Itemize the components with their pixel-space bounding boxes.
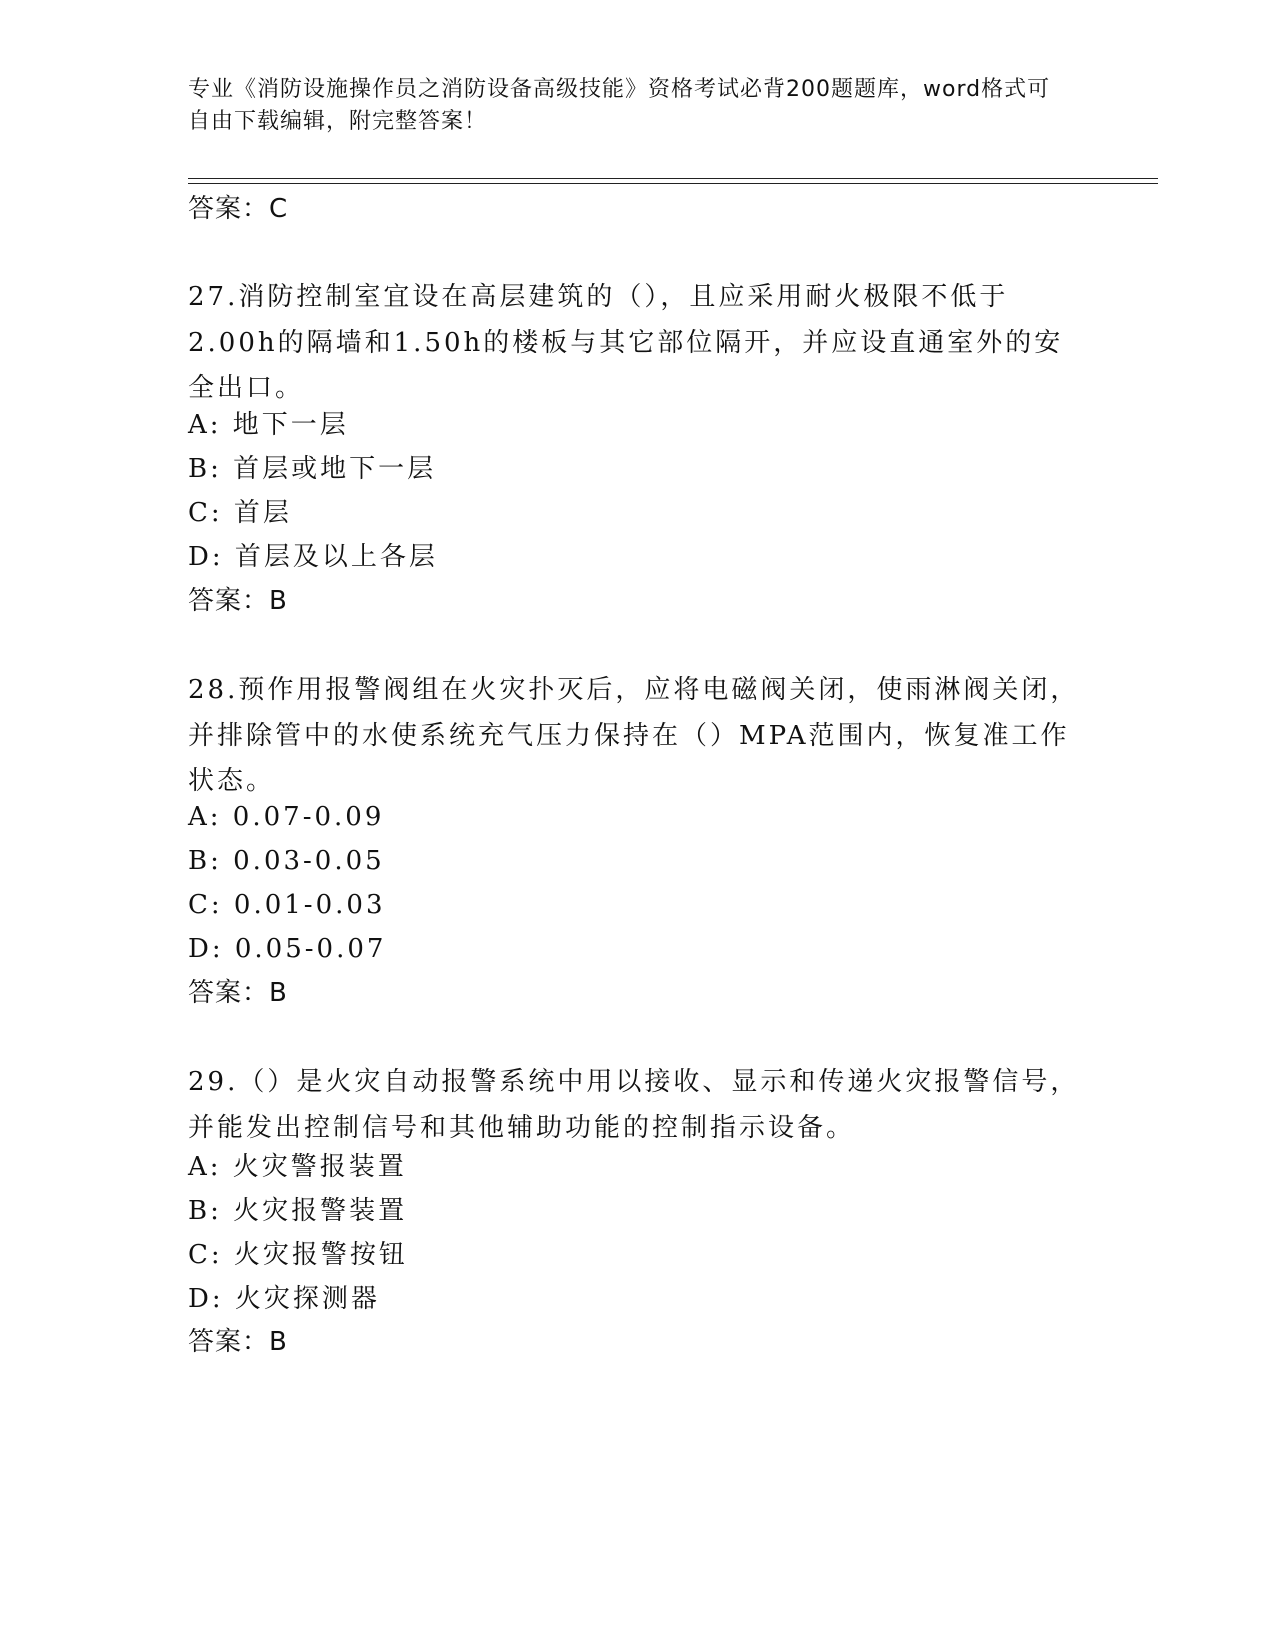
question-29-answer: 答案：B xyxy=(188,1327,288,1357)
question-29-option-a: A: 火灾警报装置 xyxy=(188,1152,407,1182)
question-27-option-a: A: 地下一层 xyxy=(188,410,349,440)
question-28-option-b: B: 0.03-0.05 xyxy=(188,846,385,876)
question-27-option-d: D: 首层及以上各层 xyxy=(188,542,438,572)
question-27-stem: 27.消防控制室宜设在高层建筑的（），且应采用耐火极限不低于2.00h的隔墙和1.50h的楼板与其它部位隔开，并应设直通室外的安全出口。 xyxy=(188,282,1064,403)
question-29-stem: 29.（）是火灾自动报警系统中用以接收、显示和传递火灾报警信号，并能发出控制信号和其他辅助功能的控制指示设备。 xyxy=(188,1067,1080,1143)
question-29-option-d: D: 火灾探测器 xyxy=(188,1284,380,1314)
previous-answer: 答案：C xyxy=(188,194,289,224)
question-28-answer: 答案：B xyxy=(188,978,288,1008)
question-28-option-c: C: 0.01-0.03 xyxy=(188,890,386,920)
question-29-option-c: C: 火灾报警按钮 xyxy=(188,1240,408,1270)
document-header: 专业《消防设施操作员之消防设备高级技能》资格考试必背200题题库，word格式可自由下载编辑，附完整答案！ xyxy=(188,77,1051,134)
header-divider-second xyxy=(188,183,1158,184)
header-divider xyxy=(188,178,1158,179)
question-27-option-c: C: 首层 xyxy=(188,498,292,528)
question-28-stem: 28.预作用报警阀组在火灾扑灭后，应将电磁阀关闭，使雨淋阀关闭，并排除管中的水使系统充气压力保持在（）MPA范围内，恢复准工作状态。 xyxy=(188,675,1080,796)
question-27-option-b: B: 首层或地下一层 xyxy=(188,454,437,484)
question-28-option-a: A: 0.07-0.09 xyxy=(188,802,385,832)
question-27-answer: 答案：B xyxy=(188,586,288,616)
question-29-option-b: B: 火灾报警装置 xyxy=(188,1196,408,1226)
question-28-option-d: D: 0.05-0.07 xyxy=(188,934,387,964)
